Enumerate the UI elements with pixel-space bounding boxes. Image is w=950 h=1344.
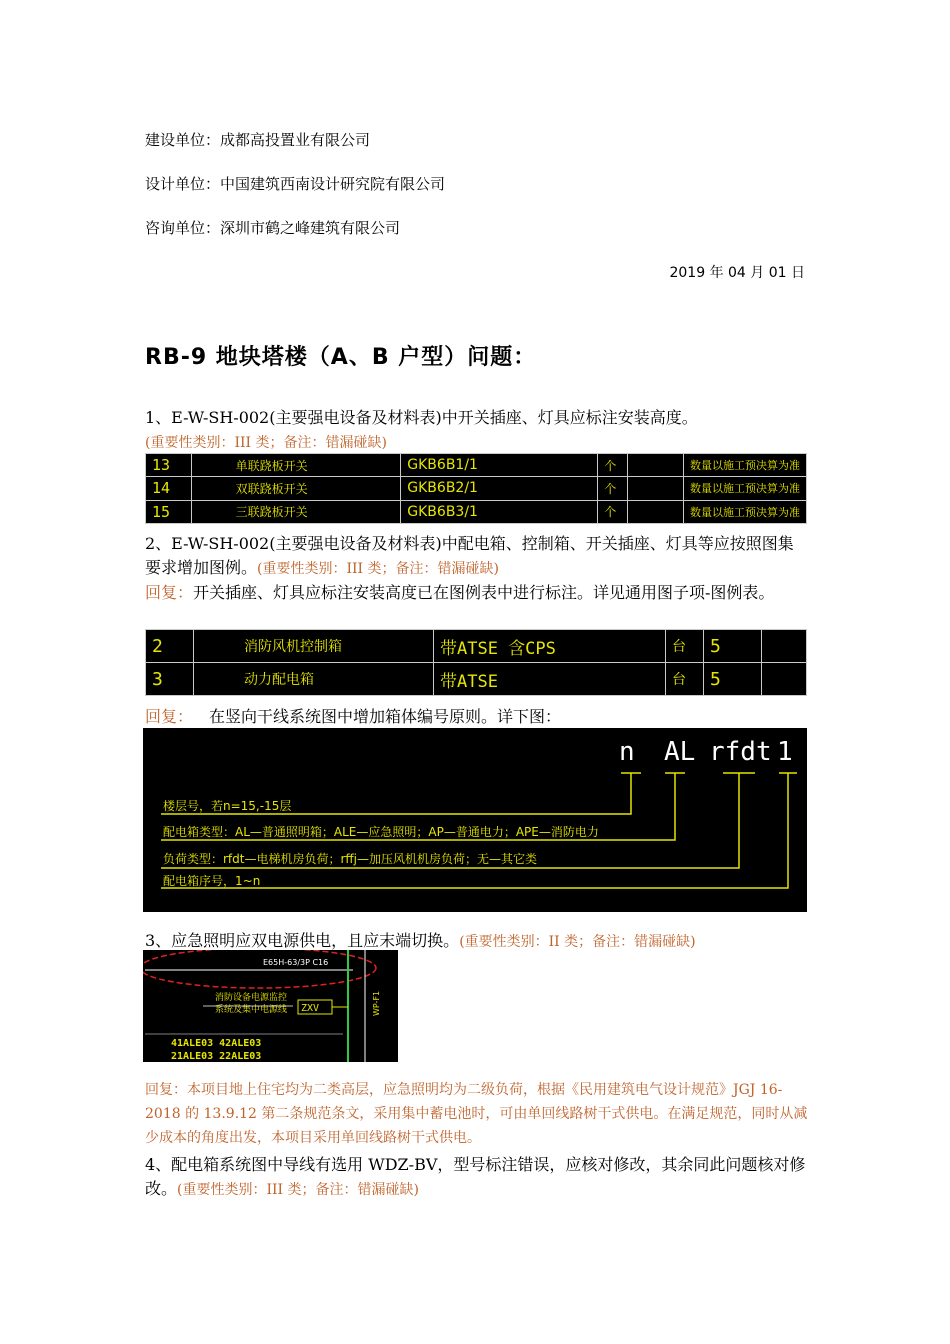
row-remark: 数量以施工预决算为准: [684, 454, 807, 477]
row-num: 3: [146, 663, 194, 696]
row-name: 单联跷板开关: [191, 454, 401, 477]
designer-line: 设计单位：中国建筑西南设计研究院有限公司: [145, 175, 446, 193]
row-name: 动力配电箱: [194, 663, 434, 696]
code-part-load: rfdt: [709, 737, 772, 767]
reply-2b-text: 在竖向干线系统图中增加箱体编号原则。详下图：: [209, 707, 562, 726]
issue-1-text: 1、E-W-SH-002(主要强电设备及材料表)中开关插座、灯具应标注安装高度。: [145, 408, 698, 427]
reply-2b: [145, 705, 809, 729]
row-qty: 5: [704, 630, 762, 663]
code-part-seq: 1: [777, 737, 793, 767]
reply-3: 回复：本项目地上住宅均为二类高层，应急照明均为二级负荷，根据《民用建筑电气设计规范》JGJ 16-2018 的 13.9.12 第二条规范条文，采用集中蓄电池时，可由单回线路树干式供电。在满足规范，同时从减少成本的角度出发，本项目采用单回线路树干式供电。: [145, 1082, 808, 1146]
switch-label: ZXV: [301, 1003, 320, 1014]
row-num: 14: [146, 477, 192, 500]
row-remark: 数量以施工预决算为准: [684, 500, 807, 523]
table-row: [146, 477, 807, 500]
issue-3-note: (重要性类别：II 类；备注：错漏碰缺): [459, 934, 696, 950]
cad-table-switches: [145, 453, 807, 524]
monitor-label-b: 系统及集中电源线: [215, 1005, 288, 1015]
row-name: 双联跷板开关: [191, 477, 401, 500]
cad-emergency-lighting: [143, 950, 398, 1062]
legend-load: 负荷类型：rfdt—电梯机房负荷；rffj—加压风机机房负荷；无—其它类: [163, 852, 538, 866]
row-name: 消防风机控制箱: [194, 630, 434, 663]
numbering-diagram-svg: [143, 728, 807, 912]
row-unit: 个: [598, 454, 628, 477]
row-unit: 台: [666, 663, 704, 696]
row-model: 带ATSE: [434, 663, 666, 696]
section-title: RB-9 地块塔楼（A、B 户型）问题：: [145, 345, 537, 370]
row-num: 2: [146, 630, 194, 663]
issue-3-text: 3、应急照明应双电源供电，且应末端切换。: [145, 931, 460, 950]
emergency-lighting-svg: [143, 950, 398, 1062]
row-name: 三联跷板开关: [191, 500, 401, 523]
cad-table-boxes: [145, 629, 807, 696]
cad-numbering-diagram: [143, 728, 807, 912]
table-row: [146, 454, 807, 477]
vertical-label: WP-F1: [372, 990, 381, 1016]
issue-1-note: (重要性类别：III 类；备注：错漏碰缺): [145, 435, 387, 451]
row-num: 13: [146, 454, 192, 477]
legend-seq: 配电箱序号，1~n: [163, 874, 261, 888]
row-remark: 数量以施工预决算为准: [684, 477, 807, 500]
row-model: 带ATSE 含CPS: [434, 630, 666, 663]
circuit-row-1: 41ALE03 42ALE03: [171, 1038, 262, 1049]
issue-2-note: (重要性类别：III 类；备注：错漏碰缺): [257, 561, 499, 577]
document-date: 2019 年 04 月 01 日: [669, 265, 805, 281]
issue-2-text: 2、E-W-SH-002(主要强电设备及材料表)中配电箱、控制箱、开关插座、灯具等应按照图集要求增加图例。: [145, 534, 794, 577]
code-part-n: n: [619, 737, 635, 767]
row-model: GKB6B1/1: [401, 454, 598, 477]
row-qty: 5: [704, 663, 762, 696]
row-unit: 台: [666, 630, 704, 663]
revision-cloud: [143, 950, 376, 988]
breaker-label: E65H-63/3P C16: [263, 958, 329, 967]
row-model: GKB6B2/1: [401, 477, 598, 500]
code-part-type: AL: [664, 737, 696, 767]
row-model: GKB6B3/1: [401, 500, 598, 523]
monitor-label-a: 消防设备电源监控: [215, 993, 288, 1003]
table-row: [146, 630, 807, 663]
consultant-line: 咨询单位：深圳市鹤之峰建筑有限公司: [145, 219, 401, 237]
circuit-row-2: 21ALE03 22ALE03: [171, 1051, 262, 1062]
issue-1: [145, 406, 809, 455]
issue-2-reply-label: 回复：: [145, 583, 194, 602]
issue-2-reply-text: 开关插座、灯具应标注安装高度已在图例表中进行标注。详见通用图子项-图例表。: [193, 583, 775, 602]
owner-line: 建设单位：成都高投置业有限公司: [145, 131, 371, 149]
issue-2: [145, 532, 809, 605]
issue-4-text: 4、配电箱系统图中导线有选用 WDZ-BV，型号标注错误，应核对修改，其余同此问题核对修改。: [145, 1155, 806, 1198]
legend-floor: 楼层号，若n=15,-15层: [163, 799, 292, 813]
row-unit: 个: [598, 477, 628, 500]
issue-4: [145, 1153, 809, 1202]
table-row: [146, 500, 807, 523]
issue-4-note: (重要性类别：III 类；备注：错漏碰缺): [177, 1182, 419, 1198]
row-unit: 个: [598, 500, 628, 523]
legend-type: 配电箱类型：AL—普通照明箱；ALE—应急照明；AP—普通电力；APE—消防电力: [163, 825, 599, 839]
reply-2b-label: 回复：: [145, 707, 194, 726]
table-row: [146, 663, 807, 696]
row-num: 15: [146, 500, 192, 523]
